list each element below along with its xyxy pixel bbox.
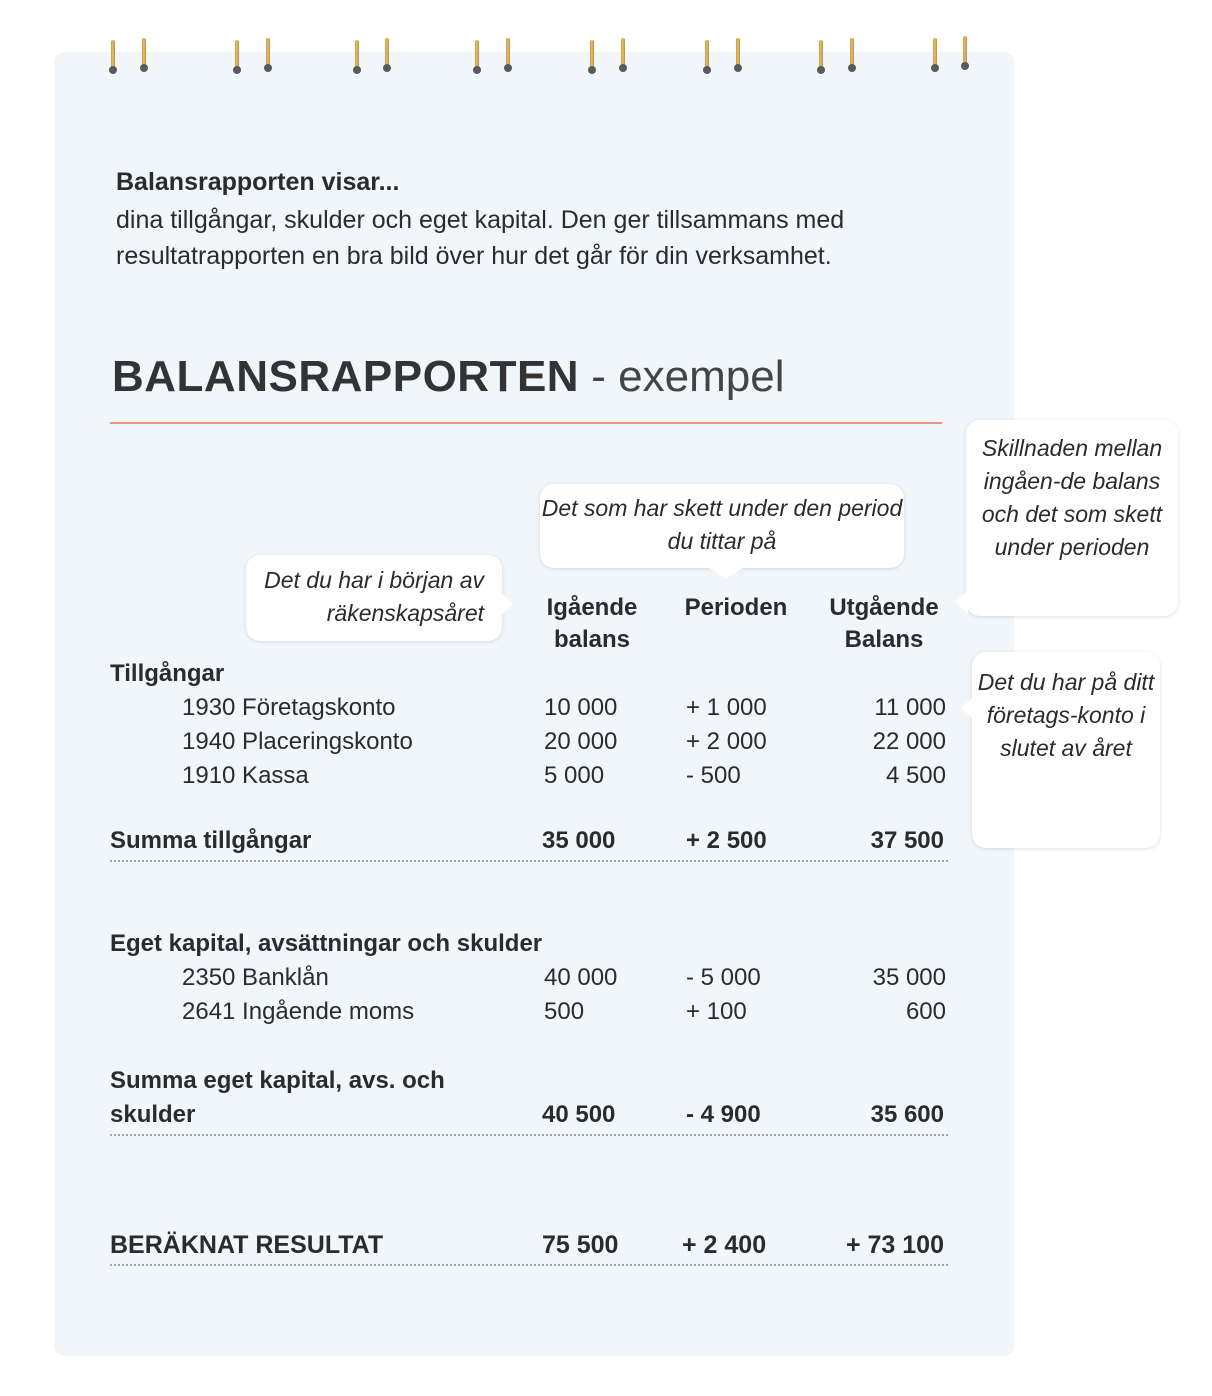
section-heading-assets: Tillgångar [110, 660, 225, 687]
binding-ring [818, 40, 824, 72]
title-suffix: - exempel [579, 352, 785, 401]
total-row-liabilities [110, 1064, 948, 1136]
callout-end-tail [960, 696, 974, 720]
callout-start-tail [500, 592, 514, 616]
binding-ring [505, 38, 511, 70]
total-period: - 4 900 [686, 1101, 761, 1128]
closing-value: 22 000 [872, 728, 946, 755]
callout-difference-text: Skillnaden mellan ingåen-de balans och det som skett under perioden [981, 435, 1163, 560]
callout-difference [966, 420, 1178, 616]
binding-ring [234, 40, 240, 72]
title-main: BALANSRAPPORTEN [112, 352, 580, 401]
account-name: 2350 Banklån [182, 964, 329, 991]
page-title [112, 352, 785, 402]
result-row [110, 1228, 948, 1266]
total-closing: 37 500 [870, 827, 944, 854]
period-value: + 2 000 [686, 728, 767, 755]
callout-period [540, 484, 904, 568]
table-row [110, 998, 946, 1032]
callout-difference-tail [954, 590, 968, 614]
title-underline [110, 422, 942, 424]
result-opening: 75 500 [542, 1231, 619, 1259]
total-label-line2: skulder [110, 1101, 196, 1128]
table-row [110, 964, 946, 998]
account-name: 1910 Kassa [182, 762, 309, 789]
binding-ring [704, 40, 710, 72]
binding-ring [735, 38, 741, 70]
column-header-period: Perioden [684, 594, 788, 621]
account-name: 2641 Ingående moms [182, 998, 415, 1025]
closing-value: 600 [905, 998, 946, 1025]
closing-value: 11 000 [874, 694, 946, 721]
result-period: + 2 400 [682, 1231, 767, 1259]
binding-ring [354, 40, 360, 72]
result-closing: + 73 100 [845, 1231, 944, 1259]
opening-value: 5 000 [544, 762, 605, 789]
binding-ring [474, 40, 480, 72]
closing-value: 35 000 [872, 964, 946, 991]
total-opening: 35 000 [542, 827, 616, 854]
account-name: 1930 Företagskonto [182, 694, 396, 721]
total-opening: 40 500 [542, 1101, 616, 1128]
binding-ring [110, 40, 116, 72]
table-row [110, 728, 946, 762]
callout-start-text: Det du har i början av räkenskapsåret [264, 567, 484, 626]
binding-ring [141, 38, 147, 70]
column-header-closing: Utgående Balans [829, 594, 939, 653]
period-value: + 100 [686, 998, 747, 1025]
account-name: 1940 Placeringskonto [182, 728, 413, 755]
intro-text: dina tillgångar, skulder och eget kapital. Den ger tillsammans med resultatrapporten en bra bild över hur det går för din verksamhet. [116, 206, 845, 270]
total-label: Summa tillgångar [110, 827, 312, 854]
callout-period-tail [706, 566, 746, 580]
opening-value: 500 [544, 998, 585, 1025]
result-label: BERÄKNAT RESULTAT [110, 1231, 384, 1259]
total-closing: 35 600 [870, 1101, 944, 1128]
total-row-assets [110, 824, 948, 862]
binding-ring [589, 40, 595, 72]
total-period: + 2 500 [686, 827, 767, 854]
period-value: + 1 000 [686, 694, 767, 721]
binding-ring [384, 38, 390, 70]
binding-ring [620, 38, 626, 70]
binding-ring [265, 38, 271, 70]
binding-ring [932, 38, 938, 70]
table-row [110, 694, 946, 728]
opening-value: 10 000 [544, 694, 618, 721]
binding-ring [962, 36, 968, 68]
intro-heading: Balansrapporten visar... [116, 168, 400, 196]
period-value: - 500 [686, 762, 741, 789]
opening-value: 20 000 [544, 728, 618, 755]
period-value: - 5 000 [686, 964, 761, 991]
total-label-line1: Summa eget kapital, avs. och [110, 1067, 445, 1094]
section-heading-liabilities: Eget kapital, avsättningar och skulder [110, 930, 543, 957]
callout-end [972, 652, 1160, 848]
callout-end-text: Det du har på ditt företags-konto i slutet av året [977, 669, 1155, 761]
opening-value: 40 000 [544, 964, 618, 991]
callout-period-text: Det som har skett under den period du tittar på [541, 495, 903, 554]
closing-value: 4 500 [885, 762, 946, 789]
binding-ring [849, 38, 855, 70]
column-header-opening: Igående balans [546, 594, 638, 653]
callout-start [246, 555, 502, 641]
table-row [110, 762, 946, 796]
